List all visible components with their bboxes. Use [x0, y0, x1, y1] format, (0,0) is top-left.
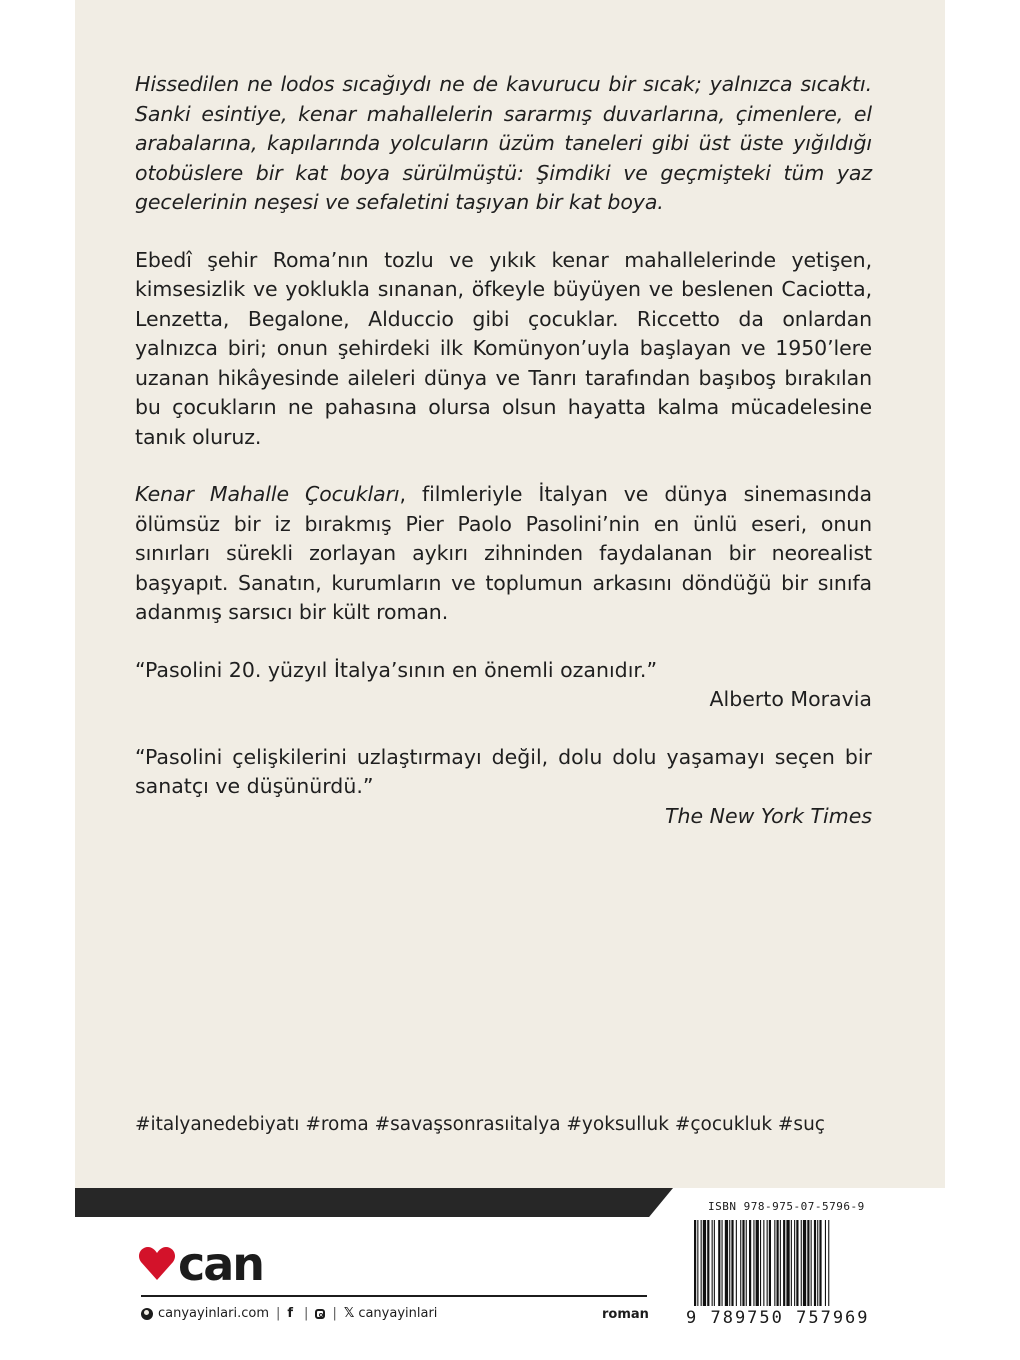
barcode-bar [801, 1220, 802, 1306]
quote-1-source: Alberto Moravia [709, 687, 872, 711]
barcode-bar [742, 1220, 744, 1306]
barcode-bar [807, 1220, 809, 1306]
barcode-bar [731, 1220, 733, 1306]
blurb-paragraph-3 [135, 480, 872, 628]
quote-2: “Pasolini çelişkilerini uzlaştırmayı değil, dolu dolu yaşamayı seçen bir sanatçı ve düşünürdü.” [135, 744, 872, 798]
barcode-bar [763, 1220, 764, 1306]
barcode-bar [712, 1220, 713, 1306]
x-icon: 𝕏 [343, 1306, 355, 1321]
barcode-bar [780, 1220, 781, 1306]
publisher-logo[interactable] [137, 1237, 287, 1291]
barcode-bar [740, 1220, 741, 1306]
barcode-bar [707, 1220, 709, 1306]
barcode-bar [811, 1220, 812, 1306]
barcode-bar [703, 1220, 706, 1306]
barcode-bar [697, 1220, 698, 1306]
footer-rule [141, 1295, 647, 1297]
black-stripe [75, 1188, 673, 1217]
quote-1: “Pasolini 20. yüzyıl İtalya’sının en önemli ozanıdır.” [135, 657, 658, 682]
barcode-bar [756, 1220, 759, 1306]
barcode-bar [794, 1220, 795, 1306]
back-cover [75, 0, 945, 1360]
hashtags: #italyanedebiyatı #roma #savaşsonrasıitalya #yoksulluk #çocukluk #suç [135, 1114, 825, 1135]
barcode-bar [767, 1220, 768, 1306]
barcode-bar [714, 1220, 715, 1306]
isbn-barcode-block [680, 1190, 885, 1340]
barcode-bar [694, 1220, 696, 1306]
separator: | [304, 1306, 309, 1321]
barcode-bar [828, 1220, 829, 1306]
barcode-bar [803, 1220, 806, 1306]
blurb-paragraph-1: Hissedilen ne lodos sıcağıydı ne de kavurucu bir sıcak; yalnızca sıcaktı. Sanki esintiye, kenar mahallelerin sararmış duvarlarına, çimenlere, el arabalarına, kapılarında yolcuların üzüm taneleri gibi üst üste yığıldığı otobüslere bir kat boya sürülmüştü: Şimdiki ve geçmişteki tüm yaz gecelerinin neşesi ve sefaletini taşıyan bir kat boya. [135, 72, 872, 214]
quote-2-source: The New York Times [665, 803, 872, 828]
instagram-icon[interactable] [315, 1309, 325, 1319]
barcode-bar [722, 1220, 723, 1306]
barcode-bar [729, 1220, 730, 1306]
barcode-bar [814, 1220, 816, 1306]
barcode-bar [701, 1220, 702, 1306]
barcode-bar [819, 1220, 821, 1306]
book-title: Kenar Mahalle Çocukları [135, 482, 400, 506]
barcode-bar [786, 1220, 789, 1306]
barcode-bar [725, 1220, 728, 1306]
barcode-bar [817, 1220, 818, 1306]
barcode-bar [746, 1220, 747, 1306]
logo-text: can [178, 1237, 264, 1291]
genre-label: roman [602, 1307, 649, 1322]
ean-number: 9 789750 757969 [686, 1308, 870, 1328]
barcode-bar [718, 1220, 720, 1306]
barcode-bar [777, 1220, 779, 1306]
x-handle-link[interactable]: canyayinlari [358, 1306, 438, 1321]
barcode-bar [769, 1220, 771, 1306]
separator: | [332, 1306, 337, 1321]
blurb-paragraph-3-text: , filmleriyle İtalyan ve dünya sinemasında ölümsüz bir iz bırakmış Pier Paolo Pasolini’nin en ünlü eseri, onun sınırları sürekli zorlayan aykırı zihninden faydalanan bir neorealist başyapıt. Sanatın, kurumların ve toplumun arkasını döndüğü bir sınıfa adanmış sarsıcı bir kült roman. [135, 482, 872, 624]
footer-links [141, 1306, 437, 1321]
isbn-label: ISBN 978-975-07-5796-9 [708, 1200, 865, 1213]
barcode [694, 1220, 872, 1306]
barcode-bar [749, 1220, 751, 1306]
barcode-bar [825, 1220, 826, 1306]
globe-icon [141, 1308, 153, 1320]
barcode-bar [753, 1220, 754, 1306]
blurb-paragraph-2: Ebedî şehir Roma’nın tozlu ve yıkık kenar mahallelerinde yetişen, kimsesizlik ve yoklukla sınanan, öfkeyle büyüyen ve beslenen Caciotta, Lenzetta, Begalone, Alduccio gibi çocuklar. Riccetto da onlardan yalnızca biri; onun şehirdeki ilk Komünyon’uyla başlayan ve 1950’lere uzanan hikâyesinde aileleri dünya ve Tanrı tarafından başıboş bırakılan bu çocukların ne pahasına olursa olsun hayatta kalma mücadelesine tanık oluruz. [135, 247, 872, 449]
barcode-bar [791, 1220, 792, 1306]
barcode-bar [736, 1220, 737, 1306]
barcode-bar [796, 1220, 798, 1306]
facebook-icon[interactable]: f [287, 1306, 294, 1321]
website-link[interactable]: canyayinlari.com [158, 1306, 269, 1321]
barcode-bar [760, 1220, 761, 1306]
barcode-bar [774, 1220, 775, 1306]
blurb [135, 70, 872, 859]
barcode-bar [783, 1220, 785, 1306]
heart-icon [137, 1244, 177, 1284]
separator: | [276, 1306, 281, 1321]
